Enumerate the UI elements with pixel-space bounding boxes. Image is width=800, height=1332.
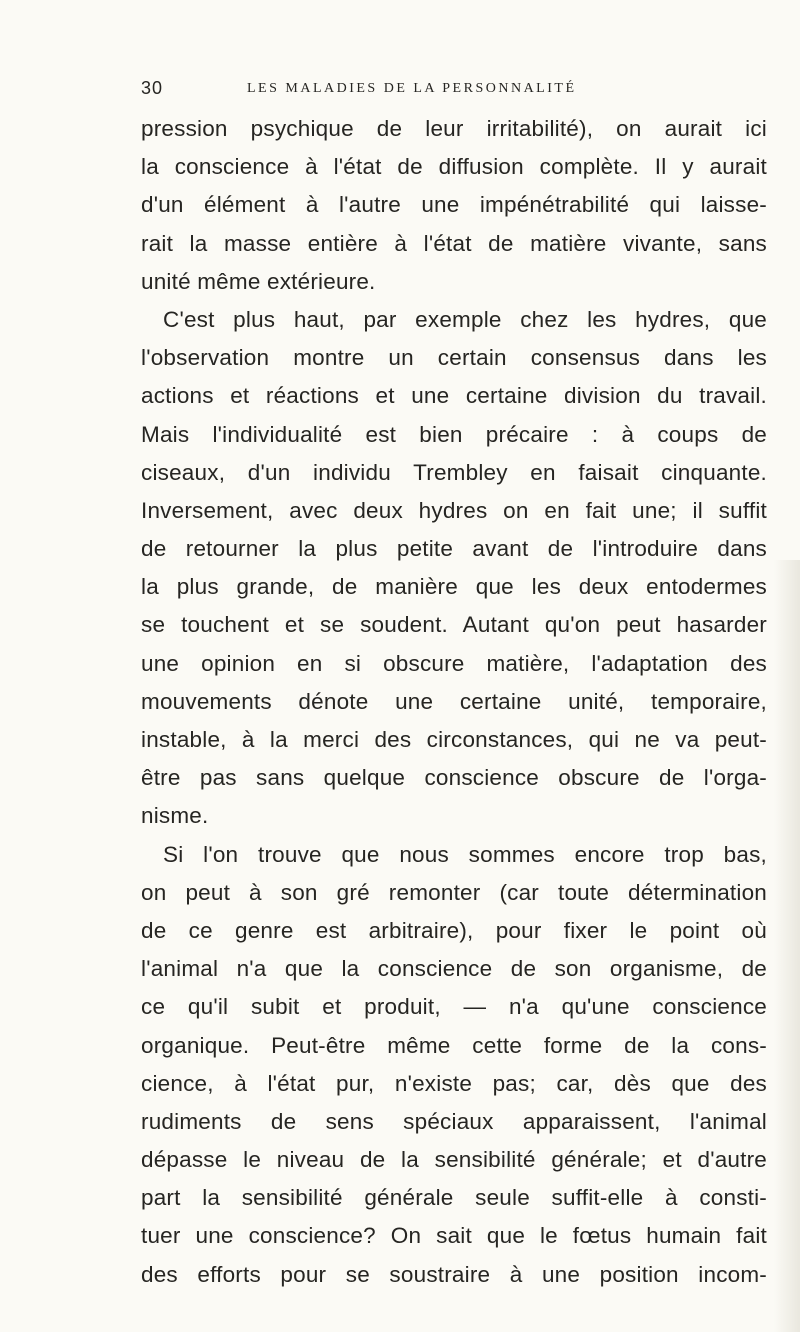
text-line: organique. Peut-être même cette forme de la cons-	[141, 1032, 767, 1058]
page-edge-shadow	[774, 560, 800, 1332]
text-line: pression psychique de leur irritabilité), on aurait ici	[141, 116, 767, 141]
text-line: dépasse le niveau de la sensibilité générale; et d'autre	[141, 1147, 767, 1173]
text-line: l'observation montre un certain consensus dans les	[141, 345, 767, 371]
text-line: rait la masse entière à l'état de matière vivante, sans	[141, 230, 767, 256]
text-line: C'est plus haut, par exemple chez les hydres, que	[163, 306, 767, 332]
text-line: on peut à son gré remonter (car toute détermination	[141, 879, 767, 905]
text-line: cience, à l'état pur, n'existe pas; car, dès que des	[141, 1070, 767, 1096]
body-text	[141, 110, 767, 1294]
running-header	[141, 78, 701, 102]
text-line: l'animal n'a que la conscience de son organisme, de	[141, 956, 767, 982]
text-line: d'un élément à l'autre une impénétrabilité qui laisse-	[141, 192, 767, 218]
text-line: être pas sans quelque conscience obscure de l'orga-	[141, 765, 767, 791]
text-line: ciseaux, d'un individu Trembley en faisait cinquante.	[141, 459, 767, 485]
page-number: 30	[141, 78, 164, 98]
text-line: part la sensibilité générale seule suffit-elle à consti-	[141, 1185, 767, 1211]
text-line: des efforts pour se soustraire à une position incom-	[141, 1261, 767, 1287]
text-line: instable, à la merci des circonstances, qui ne va peut-	[141, 727, 767, 752]
running-title: LES MALADIES DE LA PERSONNALITÉ	[247, 81, 577, 96]
text-line: rudiments de sens spéciaux apparaissent, l'animal	[141, 1108, 767, 1134]
text-line: nisme.	[141, 803, 209, 829]
text-line: actions et réactions et une certaine division du travail.	[141, 383, 767, 409]
text-line: une opinion en si obscure matière, l'adaptation des	[141, 650, 767, 676]
text-line: la conscience à l'état de diffusion complète. Il y aurait	[141, 154, 767, 180]
text-line: unité même extérieure.	[141, 268, 376, 294]
text-line: mouvements dénote une certaine unité, temporaire,	[141, 688, 767, 714]
text-line: Inversement, avec deux hydres on en fait une; il suffit	[141, 497, 767, 523]
text-line: se touchent et se soudent. Autant qu'on peut hasarder	[141, 612, 767, 638]
text-line: de ce genre est arbitraire), pour fixer le point où	[141, 917, 767, 943]
text-line: ce qu'il subit et produit, — n'a qu'une conscience	[141, 994, 767, 1020]
text-line: Mais l'individualité est bien précaire : à coups de	[141, 421, 767, 447]
text-line: la plus grande, de manière que les deux entodermes	[141, 574, 767, 600]
text-line: de retourner la plus petite avant de l'introduire dans	[141, 536, 767, 562]
text-line: Si l'on trouve que nous sommes encore trop bas,	[163, 841, 767, 867]
text-line: tuer une conscience? On sait que le fœtus humain fait	[141, 1223, 767, 1249]
